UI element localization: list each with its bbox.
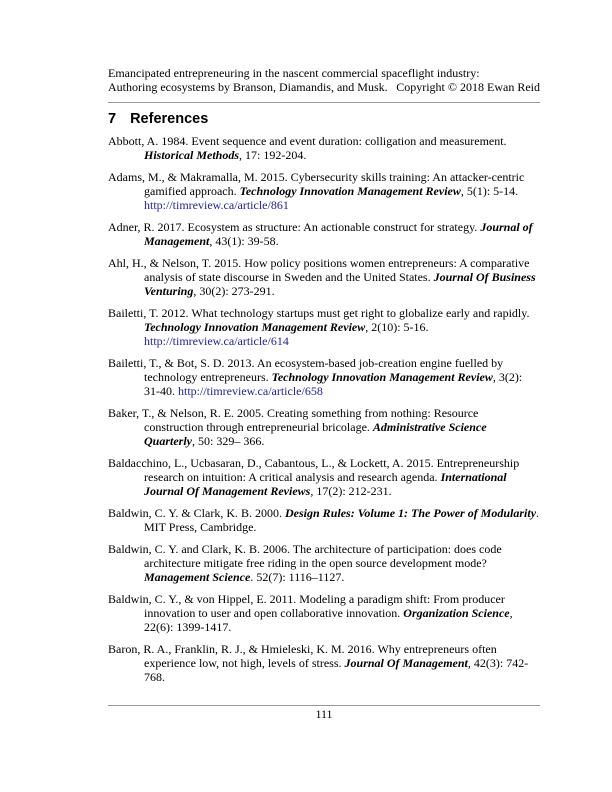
reference-entry: [108, 220, 540, 248]
reference-text: Baker, T., & Nelson, R. E. 2005. Creating something from nothing: Resource construction through entrepreneurial bricolage.: [108, 406, 479, 434]
reference-text: , 5(1): 5-14.: [460, 184, 519, 198]
reference-text: , 50: 329– 366.: [192, 434, 265, 448]
reference-entry: [108, 542, 540, 584]
reference-entry: [108, 406, 540, 448]
reference-text: Bailetti, T., & Bot, S. D. 2013. An ecosystem-based job-creation engine fuelled by technology entrepreneurs.: [108, 356, 504, 384]
reference-text: Abbott, A. 1984. Event sequence and event duration: colligation and measurement.: [108, 134, 507, 148]
reference-link[interactable]: http://timreview.ca/article/861: [144, 198, 289, 212]
reference-text: Ahl, H., & Nelson, T. 2015. How policy positions women entrepreneurs: A comparative analysis of state discourse in Sweden and the United States.: [108, 256, 530, 284]
reference-entry: [108, 306, 540, 348]
reference-entry: [108, 592, 540, 634]
journal-title: Journal of Management: [144, 220, 533, 248]
journal-title: Journal Of Management: [344, 656, 468, 670]
reference-text: , 2(10): 5-16.: [365, 320, 429, 334]
reference-entry: [108, 170, 540, 212]
running-header-title-line2: Authoring ecosystems by Branson, Diamandis, and Musk.: [108, 80, 388, 94]
copyright-notice: Copyright © 2018 Ewan Reid: [396, 80, 540, 94]
reference-text: , 30(2): 273-291.: [193, 284, 275, 298]
reference-text: , 3(2): 31-40.: [144, 370, 523, 398]
section-number: 7: [108, 111, 117, 127]
reference-link[interactable]: http://timreview.ca/article/614: [144, 334, 289, 348]
journal-title: Design Rules: Volume 1: The Power of Modularity: [285, 506, 537, 520]
running-header-line2: [108, 80, 540, 94]
journal-title: International Journal Of Management Reviews: [144, 470, 507, 498]
journal-title: Technology Innovation Management Review: [144, 320, 366, 334]
journal-title: Technology Innovation Management Review: [271, 370, 493, 384]
section-title: References: [130, 111, 209, 127]
reference-entry: [108, 506, 540, 534]
reference-text: Adams, M., & Makramalla, M. 2015. Cybersecurity skills training: An attacker-centric gamified approach.: [108, 170, 525, 198]
reference-text: , 17: 192-204.: [239, 148, 307, 162]
reference-text: Baldwin, C. Y. and Clark, K. B. 2006. The architecture of participation: does code architecture mitigate free riding in the open source development mode?: [108, 542, 502, 570]
section-heading: [108, 110, 540, 128]
reference-text: Adner, R. 2017. Ecosystem as structure: An actionable construct for strategy.: [108, 220, 481, 234]
reference-text: Baldwin, C. Y. & Clark, K. B. 2000.: [108, 506, 286, 520]
reference-entry: [108, 134, 540, 162]
reference-entry: [108, 256, 540, 298]
journal-title: Administrative Science Quarterly: [144, 420, 487, 448]
reference-text: Baron, R. A., Franklin, R. J., & Hmieleski, K. M. 2016. Why entrepreneurs often experience low, not high, levels of stress.: [108, 642, 497, 670]
reference-text: Baldwin, C. Y., & von Hippel, E. 2011. Modeling a paradigm shift: From producer innovation to user and open collaborative innovation.: [108, 592, 505, 620]
references-list: [108, 134, 540, 684]
page-number: 111: [315, 707, 333, 721]
reference-text: , 42(3): 742-768.: [144, 656, 529, 684]
reference-text: . MIT Press, Cambridge.: [144, 506, 540, 534]
reference-text: Bailetti, T. 2012. What technology startups must get right to globalize early and rapidly.: [108, 306, 530, 320]
journal-title: Journal Of Business Venturing: [144, 270, 536, 298]
header-rule: [108, 102, 540, 103]
reference-entry: [108, 642, 540, 684]
journal-title: Historical Methods: [144, 148, 240, 162]
running-header: [108, 66, 540, 94]
journal-title: Organization Science: [403, 606, 510, 620]
running-header-title-line1: Emancipated entrepreneuring in the nascent commercial spaceflight industry:: [108, 66, 480, 80]
reference-text: Baldacchino, L., Ucbasaran, D., Cabantous, L., & Lockett, A. 2015. Entrepreneurship research on intuition: A critical analysis and research agenda.: [108, 456, 520, 484]
reference-link[interactable]: http://timreview.ca/article/658: [178, 384, 323, 398]
journal-title: Management Science: [144, 570, 251, 584]
reference-entry: [108, 356, 540, 398]
page-content: [108, 66, 540, 692]
reference-entry: [108, 456, 540, 498]
reference-text: , 43(1): 39-58.: [209, 234, 279, 248]
reference-text: . 52(7): 1116–1127.: [250, 570, 345, 584]
reference-text: , 17(2): 212-231.: [310, 484, 392, 498]
reference-text: , 22(6): 1399-1417.: [144, 606, 513, 634]
footer-rule: [108, 705, 540, 706]
journal-title: Technology Innovation Management Review: [239, 184, 461, 198]
